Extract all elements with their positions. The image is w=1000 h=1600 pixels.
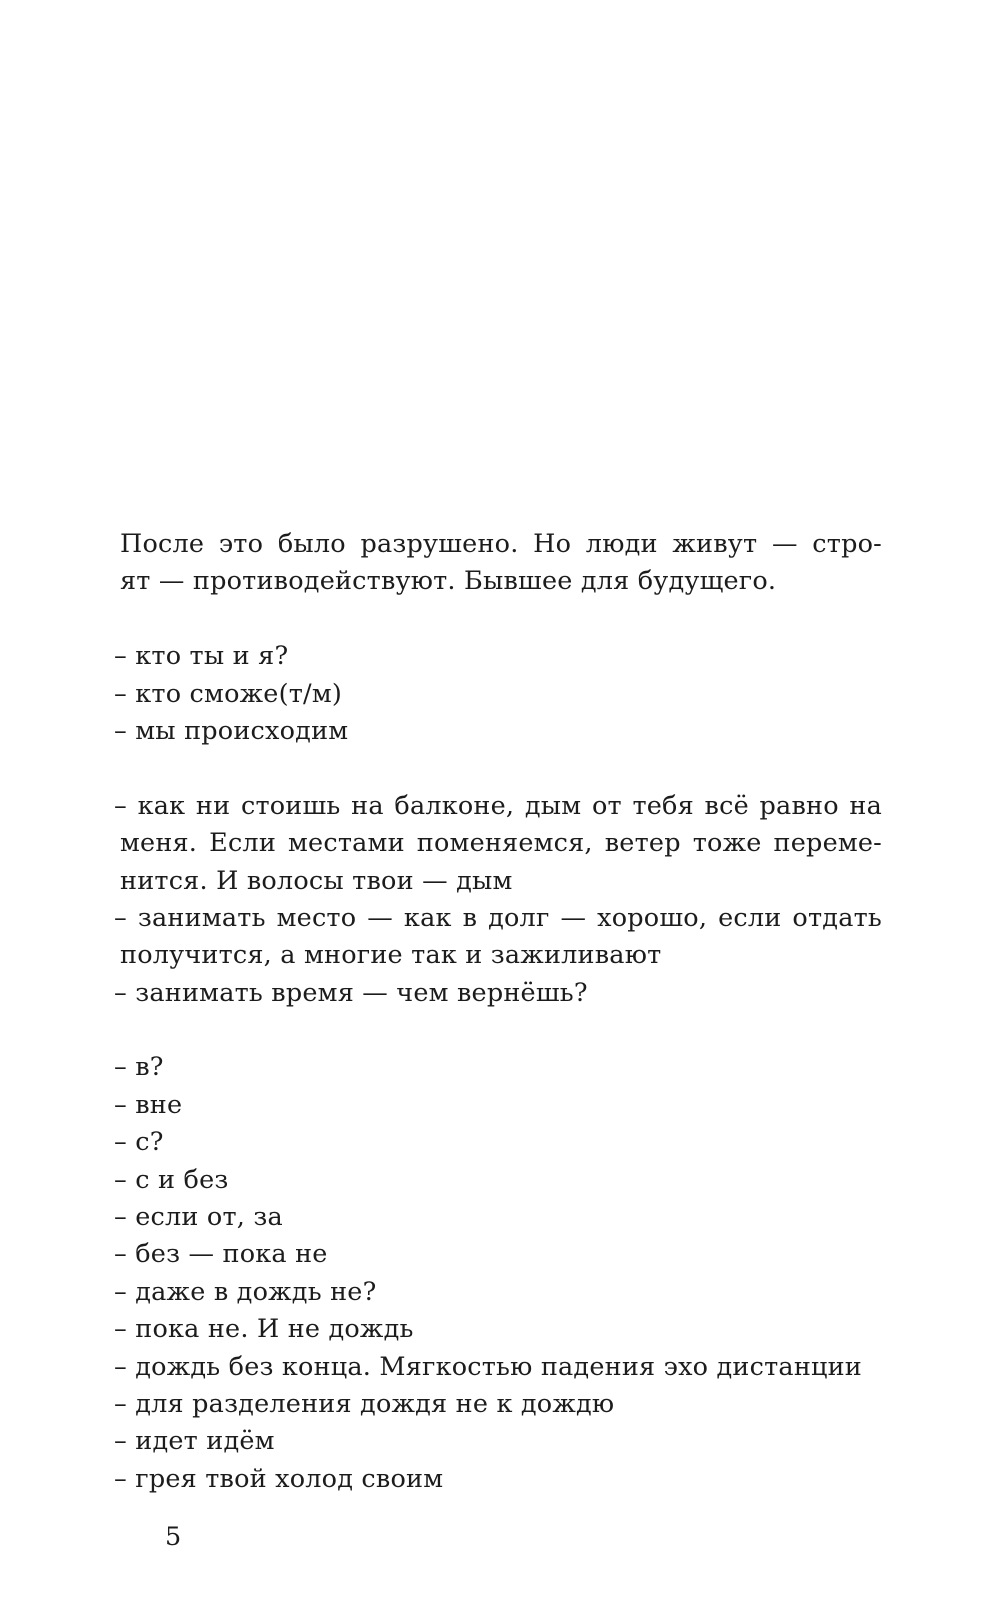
dialogue-line: – без — пока не xyxy=(114,1239,328,1270)
dialogue-line: – в? xyxy=(114,1052,164,1083)
stanza-gap xyxy=(120,750,882,787)
dialogue-line: – занимать место — как в долг — хорошо, если отдать xyxy=(114,902,882,933)
dialogue-stanza-3 xyxy=(114,1049,882,1498)
dialogue-stanza-1 xyxy=(114,638,882,750)
dialogue-line: – для разделения дождя не к дождю xyxy=(114,1388,615,1419)
dialogue-stanza-2 xyxy=(114,788,882,1012)
dialogue-line: – даже в дождь не? xyxy=(114,1276,377,1307)
dialogue-line: нится. И волосы твои — дым xyxy=(120,865,513,896)
prose-paragraph xyxy=(120,526,882,601)
dialogue-line: – с и без xyxy=(114,1164,229,1195)
stanza-gap xyxy=(120,1012,882,1049)
dialogue-line: – кто ты и я? xyxy=(114,641,289,672)
dialogue-line: – кто сможе(т/м) xyxy=(114,678,343,709)
dialogue-line: – мы происходим xyxy=(114,715,349,746)
dialogue-line: меня. Если местами поменяемся, ветер тоже переме- xyxy=(120,828,882,859)
dialogue-line: – если от, за xyxy=(114,1202,283,1233)
text-line: ят — противодействуют. Бывшее для будущего. xyxy=(120,566,777,597)
dialogue-line: получится, а многие так и зажиливают xyxy=(120,940,662,971)
page-number: 5 xyxy=(165,1522,182,1552)
dialogue-line: – пока не. И не дождь xyxy=(114,1314,414,1345)
stanza-gap xyxy=(120,601,882,638)
dialogue-line: – вне xyxy=(114,1089,183,1120)
dialogue-line: – грея твой холод своим xyxy=(114,1463,444,1494)
dialogue-line: – идет идём xyxy=(114,1426,275,1457)
dialogue-line: – дождь без конца. Мягкостью падения эхо дистанции xyxy=(114,1351,863,1382)
dialogue-line: – занимать время — чем вернёшь? xyxy=(114,977,588,1008)
text-block xyxy=(114,526,882,1498)
dialogue-line: – с? xyxy=(114,1127,164,1158)
text-line: После это было разрушено. Но люди живут — стро- xyxy=(120,529,882,559)
dialogue-line: – как ни стоишь на балконе, дым от тебя всё равно на xyxy=(114,790,882,821)
